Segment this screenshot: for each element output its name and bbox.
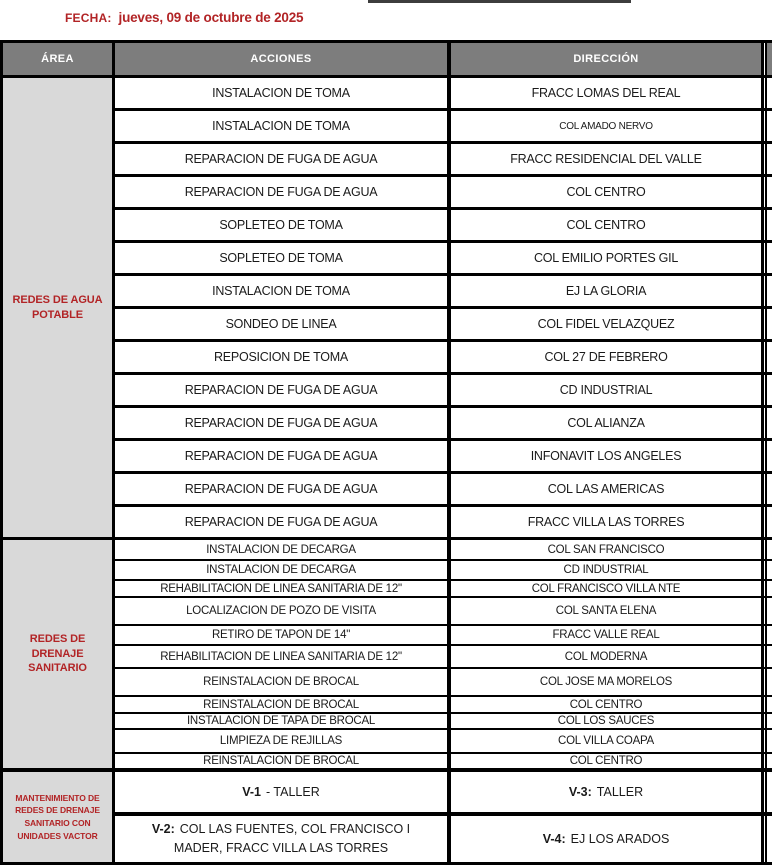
accion-cell: REINSTALACION DE BROCAL [115, 669, 451, 695]
cropped-column-sliver [765, 730, 772, 752]
table-row [115, 816, 772, 862]
date-value: jueves, 09 de octubre de 2025 [118, 10, 304, 25]
direccion-cell: EJ LA GLORIA [451, 276, 764, 306]
cropped-column-sliver [765, 714, 772, 728]
table-row [115, 243, 772, 276]
cropped-column-sliver [765, 581, 772, 596]
date-label: FECHA: [65, 11, 112, 25]
accion-cell: LOCALIZACION DE POZO DE VISITA [115, 598, 451, 624]
accion-cell: REPARACION DE FUGA DE AGUA [115, 144, 451, 174]
cropped-column-sliver [765, 210, 772, 240]
direccion-cell: COL 27 DE FEBRERO [451, 342, 764, 372]
accion-cell: LIMPIEZA DE REJILLAS [115, 730, 451, 752]
direccion-cell: COL ALIANZA [451, 408, 764, 438]
accion-cell [115, 816, 451, 862]
unit-value: TALLER [596, 784, 644, 799]
table-row [115, 342, 772, 375]
unit-value: COL LAS FUENTES, COL FRANCISCO I MADER, FRACC VILLA LAS TORRES [173, 822, 411, 855]
accion-cell: REPARACION DE FUGA DE AGUA [115, 474, 451, 504]
table-row [115, 669, 772, 697]
table-row [115, 375, 772, 408]
cropped-column-sliver [765, 474, 772, 504]
cropped-column-sliver [765, 646, 772, 667]
table-row [115, 540, 772, 561]
direccion-cell: COL CENTRO [451, 697, 764, 712]
cropped-column-sliver [765, 408, 772, 438]
cropped-column-sliver [765, 309, 772, 339]
cropped-column-sliver [765, 177, 772, 207]
cropped-column-sliver [765, 561, 772, 579]
cropped-column-sliver [765, 754, 772, 768]
unit-value: EJ LOS ARADOS [570, 831, 670, 846]
cropped-column-sliver [765, 772, 772, 812]
table-row [115, 730, 772, 754]
direccion-cell: COL EMILIO PORTES GIL [451, 243, 764, 273]
cropped-column-sliver [765, 375, 772, 405]
cropped-column-sliver [765, 111, 772, 141]
top-rule-line [368, 0, 631, 3]
cropped-column-sliver [765, 144, 772, 174]
section-rows [115, 540, 772, 768]
area-label: REDES DE DRENAJE SANITARIO [3, 540, 115, 768]
direccion-cell: COL SAN FRANCISCO [451, 540, 764, 559]
accion-cell: INSTALACION DE TAPA DE BROCAL [115, 714, 451, 728]
accion-cell: SONDEO DE LINEA [115, 309, 451, 339]
unit-entry [129, 820, 433, 858]
direccion-cell: INFONAVIT LOS ANGELES [451, 441, 764, 471]
direccion-cell: COL CENTRO [451, 210, 764, 240]
accion-cell: REPARACION DE FUGA DE AGUA [115, 441, 451, 471]
accion-cell: INSTALACION DE TOMA [115, 276, 451, 306]
table-row [115, 210, 772, 243]
accion-cell: INSTALACION DE TOMA [115, 111, 451, 141]
unit-label: V-4: [542, 831, 566, 846]
table-row [115, 581, 772, 598]
direccion-cell: FRACC VALLE REAL [451, 626, 764, 644]
cropped-column-sliver [765, 243, 772, 273]
accion-cell: REPOSICION DE TOMA [115, 342, 451, 372]
section-drenaje-sanitario [3, 540, 772, 772]
cropped-column-sliver [765, 43, 772, 75]
direccion-cell [451, 816, 764, 862]
table-row [115, 561, 772, 581]
date-row [65, 10, 303, 25]
accion-cell: INSTALACION DE TOMA [115, 78, 451, 108]
area-label: MANTENIMIENTO DE REDES DE DRENAJE SANITARIO CON UNIDADES VACTOR [3, 772, 115, 862]
cropped-column-sliver [765, 441, 772, 471]
cropped-column-sliver [765, 626, 772, 644]
cropped-column-sliver [765, 507, 772, 537]
direccion-cell: FRACC VILLA LAS TORRES [451, 507, 764, 537]
unit-label: V-1 [242, 784, 262, 799]
accion-cell: REINSTALACION DE BROCAL [115, 754, 451, 768]
unit-value: - TALLER [266, 784, 320, 799]
table-row [115, 772, 772, 816]
accion-cell: REHABILITACION DE LINEA SANITARIA DE 12" [115, 646, 451, 667]
accion-cell: REINSTALACION DE BROCAL [115, 697, 451, 712]
table-row [115, 111, 772, 144]
area-label: REDES DE AGUA POTABLE [3, 78, 115, 537]
section-agua-potable [3, 78, 772, 540]
direccion-cell: COL SANTA ELENA [451, 598, 764, 624]
table-row [115, 626, 772, 646]
table-row [115, 144, 772, 177]
cropped-column-sliver [765, 276, 772, 306]
table-row [115, 714, 772, 730]
direccion-cell: COL LOS SAUCES [451, 714, 764, 728]
table-row [115, 408, 772, 441]
direccion-cell: COL FIDEL VELAZQUEZ [451, 309, 764, 339]
table-row [115, 507, 772, 537]
accion-cell: RETIRO DE TAPON DE 14" [115, 626, 451, 644]
table-row [115, 598, 772, 626]
table-row [115, 474, 772, 507]
direccion-cell: CD INDUSTRIAL [451, 375, 764, 405]
direccion-cell: COL MODERNA [451, 646, 764, 667]
table-row [115, 646, 772, 669]
section-rows [115, 78, 772, 537]
direccion-cell: CD INDUSTRIAL [451, 561, 764, 579]
table-header-row [3, 43, 772, 78]
accion-cell [115, 772, 451, 812]
cropped-column-sliver [765, 540, 772, 559]
cropped-column-sliver [765, 816, 772, 862]
section-unidades-vactor [3, 772, 772, 862]
column-header-area: ÁREA [3, 43, 115, 75]
cropped-column-sliver [765, 697, 772, 712]
table-row [115, 697, 772, 714]
accion-cell: REPARACION DE FUGA DE AGUA [115, 408, 451, 438]
table-row [115, 177, 772, 210]
direccion-cell: COL FRANCISCO VILLA NTE [451, 581, 764, 596]
section-rows [115, 772, 772, 862]
direccion-cell: FRACC LOMAS DEL REAL [451, 78, 764, 108]
direccion-cell: COL JOSE MA MORELOS [451, 669, 764, 695]
accion-cell: SOPLETEO DE TOMA [115, 210, 451, 240]
direccion-cell: COL AMADO NERVO [451, 111, 764, 141]
direccion-cell: FRACC RESIDENCIAL DEL VALLE [451, 144, 764, 174]
cropped-column-sliver [765, 78, 772, 108]
accion-cell: REPARACION DE FUGA DE AGUA [115, 375, 451, 405]
accion-cell: INSTALACION DE DECARGA [115, 540, 451, 559]
cropped-column-sliver [765, 669, 772, 695]
accion-cell: SOPLETEO DE TOMA [115, 243, 451, 273]
table-row [115, 276, 772, 309]
accion-cell: REPARACION DE FUGA DE AGUA [115, 507, 451, 537]
unit-label: V-3: [568, 784, 592, 799]
accion-cell: REHABILITACION DE LINEA SANITARIA DE 12" [115, 581, 451, 596]
table-row [115, 78, 772, 111]
cropped-column-sliver [765, 342, 772, 372]
cropped-column-sliver [765, 598, 772, 624]
table-row [115, 309, 772, 342]
unit-label: V-2: [151, 822, 175, 837]
direccion-cell: COL VILLA COAPA [451, 730, 764, 752]
direccion-cell: COL CENTRO [451, 754, 764, 768]
column-header-acciones: ACCIONES [115, 43, 451, 75]
direccion-cell: COL CENTRO [451, 177, 764, 207]
table-row [115, 754, 772, 768]
column-header-direccion: DIRECCIÓN [451, 43, 764, 75]
table-row [115, 441, 772, 474]
accion-cell: REPARACION DE FUGA DE AGUA [115, 177, 451, 207]
accion-cell: INSTALACION DE DECARGA [115, 561, 451, 579]
direccion-cell: COL LAS AMERICAS [451, 474, 764, 504]
direccion-cell [451, 772, 764, 812]
work-table [0, 40, 772, 865]
